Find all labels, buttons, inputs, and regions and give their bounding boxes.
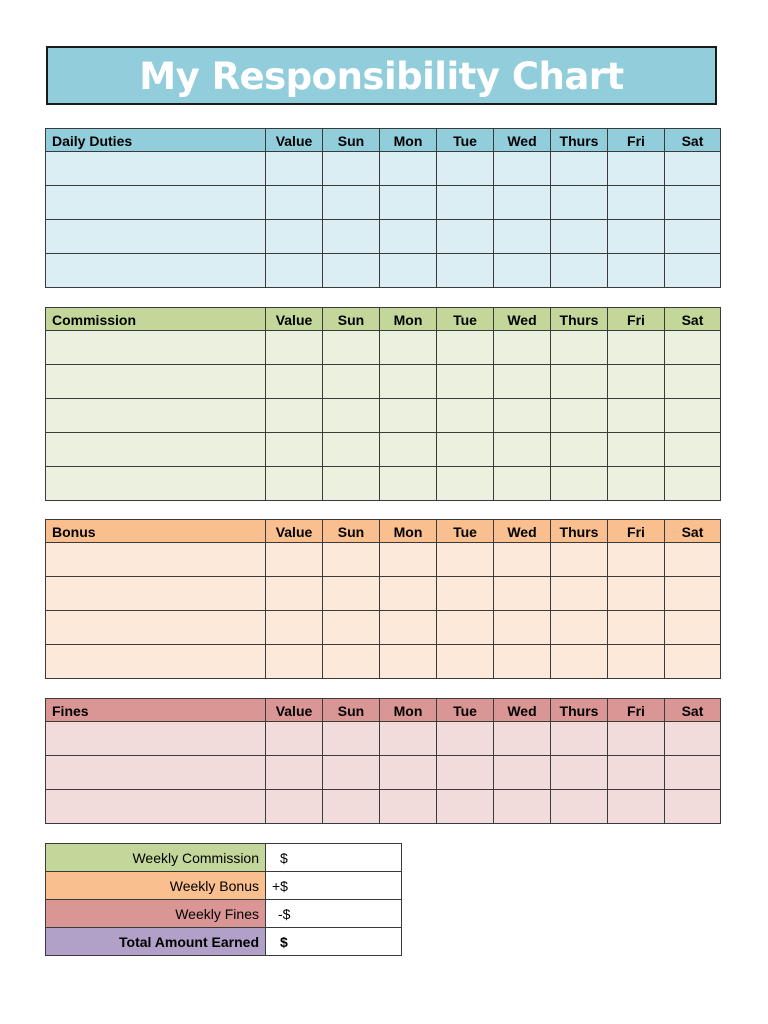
- day-cell[interactable]: [437, 722, 494, 756]
- day-cell[interactable]: [665, 467, 721, 501]
- column-header-fri: Fri: [608, 520, 665, 543]
- day-cell[interactable]: [551, 365, 608, 399]
- weekly-fines-value[interactable]: -$: [266, 900, 402, 928]
- day-cell[interactable]: [380, 433, 437, 467]
- table-row: [46, 611, 721, 645]
- value-cell[interactable]: [266, 220, 323, 254]
- task-cell[interactable]: [46, 331, 266, 365]
- day-cell[interactable]: [665, 433, 721, 467]
- column-header-sun: Sun: [323, 520, 380, 543]
- bonus-header-row: [46, 520, 721, 543]
- day-cell[interactable]: [380, 645, 437, 679]
- day-cell[interactable]: [437, 433, 494, 467]
- table-row: [46, 399, 721, 433]
- day-cell[interactable]: [551, 186, 608, 220]
- day-cell[interactable]: [380, 254, 437, 288]
- day-cell[interactable]: [551, 331, 608, 365]
- day-cell[interactable]: [551, 399, 608, 433]
- value-cell[interactable]: [266, 467, 323, 501]
- task-cell[interactable]: [46, 220, 266, 254]
- column-header-sun: Sun: [323, 308, 380, 331]
- table-row: [46, 433, 721, 467]
- day-cell[interactable]: [494, 577, 551, 611]
- day-cell[interactable]: [494, 254, 551, 288]
- column-header-mon: Mon: [380, 129, 437, 152]
- table-row: [46, 254, 721, 288]
- day-cell[interactable]: [494, 645, 551, 679]
- task-cell[interactable]: [46, 645, 266, 679]
- fines-header-row: [46, 699, 721, 722]
- column-header-thurs: Thurs: [551, 308, 608, 331]
- task-cell[interactable]: [46, 543, 266, 577]
- table-row: [46, 645, 721, 679]
- daily-header-row: [46, 129, 721, 152]
- column-header-fri: Fri: [608, 308, 665, 331]
- table-row: [46, 331, 721, 365]
- value-cell[interactable]: [266, 722, 323, 756]
- task-cell[interactable]: [46, 433, 266, 467]
- value-cell[interactable]: [266, 152, 323, 186]
- day-cell[interactable]: [494, 186, 551, 220]
- day-cell[interactable]: [608, 254, 665, 288]
- day-cell[interactable]: [665, 254, 721, 288]
- day-cell[interactable]: [551, 756, 608, 790]
- day-cell[interactable]: [608, 467, 665, 501]
- day-cell[interactable]: [551, 433, 608, 467]
- column-header-mon: Mon: [380, 308, 437, 331]
- day-cell[interactable]: [323, 756, 380, 790]
- day-cell[interactable]: [551, 790, 608, 824]
- task-cell[interactable]: [46, 722, 266, 756]
- day-cell[interactable]: [380, 543, 437, 577]
- column-header-mon: Mon: [380, 699, 437, 722]
- day-cell[interactable]: [608, 399, 665, 433]
- column-header-sat: Sat: [665, 129, 721, 152]
- day-cell[interactable]: [665, 331, 721, 365]
- day-cell[interactable]: [608, 790, 665, 824]
- task-cell[interactable]: [46, 186, 266, 220]
- column-header-sun: Sun: [323, 129, 380, 152]
- day-cell[interactable]: [323, 433, 380, 467]
- table-row: [46, 722, 721, 756]
- summary-row-bonus: [46, 872, 402, 900]
- day-cell[interactable]: [665, 790, 721, 824]
- day-cell[interactable]: [323, 254, 380, 288]
- weekly-summary-table: [45, 843, 402, 956]
- column-header-wed: Wed: [494, 308, 551, 331]
- day-cell[interactable]: [608, 433, 665, 467]
- column-header-thurs: Thurs: [551, 129, 608, 152]
- day-cell[interactable]: [437, 756, 494, 790]
- day-cell[interactable]: [380, 331, 437, 365]
- column-header-tue: Tue: [437, 520, 494, 543]
- value-cell[interactable]: [266, 577, 323, 611]
- day-cell[interactable]: [494, 790, 551, 824]
- day-cell[interactable]: [323, 186, 380, 220]
- column-header-tue: Tue: [437, 699, 494, 722]
- day-cell[interactable]: [665, 152, 721, 186]
- day-cell[interactable]: [551, 220, 608, 254]
- day-cell[interactable]: [494, 433, 551, 467]
- table-row: [46, 756, 721, 790]
- weekly-commission-label: Weekly Commission: [46, 844, 266, 872]
- day-cell[interactable]: [665, 722, 721, 756]
- column-header-sat: Sat: [665, 308, 721, 331]
- day-cell[interactable]: [323, 220, 380, 254]
- day-cell[interactable]: [665, 756, 721, 790]
- daily-section-label: Daily Duties: [46, 129, 266, 152]
- day-cell[interactable]: [323, 399, 380, 433]
- day-cell[interactable]: [551, 543, 608, 577]
- day-cell[interactable]: [437, 399, 494, 433]
- summary-row-total: [46, 928, 402, 956]
- day-cell[interactable]: [380, 186, 437, 220]
- day-cell[interactable]: [323, 790, 380, 824]
- commission-header-row: [46, 308, 721, 331]
- value-cell[interactable]: [266, 433, 323, 467]
- day-cell[interactable]: [665, 186, 721, 220]
- day-cell[interactable]: [551, 645, 608, 679]
- day-cell[interactable]: [608, 577, 665, 611]
- day-cell[interactable]: [380, 756, 437, 790]
- day-cell[interactable]: [380, 467, 437, 501]
- fines-section-label: Fines: [46, 699, 266, 722]
- day-cell[interactable]: [380, 220, 437, 254]
- page-title: My Responsibility Chart: [139, 55, 624, 98]
- bonus-section-label: Bonus: [46, 520, 266, 543]
- value-cell[interactable]: [266, 186, 323, 220]
- column-header-thurs: Thurs: [551, 520, 608, 543]
- day-cell[interactable]: [437, 186, 494, 220]
- column-header-mon: Mon: [380, 520, 437, 543]
- day-cell[interactable]: [494, 365, 551, 399]
- day-cell[interactable]: [551, 722, 608, 756]
- day-cell[interactable]: [323, 722, 380, 756]
- weekly-commission-value[interactable]: $: [266, 844, 402, 872]
- day-cell[interactable]: [323, 645, 380, 679]
- column-header-fri: Fri: [608, 699, 665, 722]
- day-cell[interactable]: [437, 611, 494, 645]
- fines-table: [45, 698, 721, 824]
- day-cell[interactable]: [323, 331, 380, 365]
- column-header-tue: Tue: [437, 308, 494, 331]
- day-cell[interactable]: [323, 611, 380, 645]
- day-cell[interactable]: [494, 467, 551, 501]
- value-cell[interactable]: [266, 790, 323, 824]
- day-cell[interactable]: [608, 645, 665, 679]
- day-cell[interactable]: [608, 220, 665, 254]
- day-cell[interactable]: [323, 365, 380, 399]
- day-cell[interactable]: [665, 577, 721, 611]
- day-cell[interactable]: [665, 399, 721, 433]
- column-header-value: Value: [266, 520, 323, 543]
- day-cell[interactable]: [380, 399, 437, 433]
- value-cell[interactable]: [266, 365, 323, 399]
- column-header-value: Value: [266, 129, 323, 152]
- table-row: [46, 186, 721, 220]
- table-row: [46, 577, 721, 611]
- task-cell[interactable]: [46, 756, 266, 790]
- value-cell[interactable]: [266, 331, 323, 365]
- day-cell[interactable]: [437, 543, 494, 577]
- day-cell[interactable]: [437, 331, 494, 365]
- day-cell[interactable]: [665, 543, 721, 577]
- value-cell[interactable]: [266, 756, 323, 790]
- day-cell[interactable]: [380, 365, 437, 399]
- day-cell[interactable]: [551, 254, 608, 288]
- day-cell[interactable]: [323, 577, 380, 611]
- day-cell[interactable]: [551, 152, 608, 186]
- bonus-table: [45, 519, 721, 679]
- day-cell[interactable]: [437, 152, 494, 186]
- daily-table: [45, 128, 721, 288]
- task-cell[interactable]: [46, 611, 266, 645]
- day-cell[interactable]: [494, 220, 551, 254]
- task-cell[interactable]: [46, 399, 266, 433]
- table-row: [46, 543, 721, 577]
- day-cell[interactable]: [551, 611, 608, 645]
- day-cell[interactable]: [494, 611, 551, 645]
- column-header-wed: Wed: [494, 129, 551, 152]
- task-cell[interactable]: [46, 467, 266, 501]
- column-header-value: Value: [266, 308, 323, 331]
- day-cell[interactable]: [380, 152, 437, 186]
- day-cell[interactable]: [323, 152, 380, 186]
- task-cell[interactable]: [46, 152, 266, 186]
- task-cell[interactable]: [46, 790, 266, 824]
- day-cell[interactable]: [608, 722, 665, 756]
- day-cell[interactable]: [380, 722, 437, 756]
- day-cell[interactable]: [608, 365, 665, 399]
- day-cell[interactable]: [665, 611, 721, 645]
- table-row: [46, 790, 721, 824]
- day-cell[interactable]: [665, 645, 721, 679]
- day-cell[interactable]: [323, 543, 380, 577]
- summary-row-commission: [46, 844, 402, 872]
- day-cell[interactable]: [494, 399, 551, 433]
- column-header-sat: Sat: [665, 699, 721, 722]
- day-cell[interactable]: [494, 722, 551, 756]
- column-header-value: Value: [266, 699, 323, 722]
- task-cell[interactable]: [46, 577, 266, 611]
- weekly-fines-label: Weekly Fines: [46, 900, 266, 928]
- day-cell[interactable]: [437, 220, 494, 254]
- day-cell[interactable]: [437, 365, 494, 399]
- commission-section-label: Commission: [46, 308, 266, 331]
- day-cell[interactable]: [551, 577, 608, 611]
- day-cell[interactable]: [665, 365, 721, 399]
- day-cell[interactable]: [380, 577, 437, 611]
- weekly-bonus-label: Weekly Bonus: [46, 872, 266, 900]
- day-cell[interactable]: [665, 220, 721, 254]
- column-header-thurs: Thurs: [551, 699, 608, 722]
- day-cell[interactable]: [551, 467, 608, 501]
- value-cell[interactable]: [266, 399, 323, 433]
- table-row: [46, 365, 721, 399]
- day-cell[interactable]: [494, 331, 551, 365]
- day-cell[interactable]: [380, 611, 437, 645]
- day-cell[interactable]: [380, 790, 437, 824]
- day-cell[interactable]: [437, 254, 494, 288]
- day-cell[interactable]: [494, 152, 551, 186]
- weekly-bonus-value[interactable]: +$: [266, 872, 402, 900]
- column-header-wed: Wed: [494, 520, 551, 543]
- day-cell[interactable]: [323, 467, 380, 501]
- day-cell[interactable]: [608, 756, 665, 790]
- column-header-wed: Wed: [494, 699, 551, 722]
- value-cell[interactable]: [266, 543, 323, 577]
- summary-row-fines: [46, 900, 402, 928]
- day-cell[interactable]: [437, 790, 494, 824]
- table-row: [46, 152, 721, 186]
- day-cell[interactable]: [608, 186, 665, 220]
- total-amount-label: Total Amount Earned: [46, 928, 266, 956]
- value-cell[interactable]: [266, 254, 323, 288]
- day-cell[interactable]: [608, 331, 665, 365]
- task-cell[interactable]: [46, 254, 266, 288]
- table-row: [46, 467, 721, 501]
- day-cell[interactable]: [437, 467, 494, 501]
- day-cell[interactable]: [437, 577, 494, 611]
- day-cell[interactable]: [608, 611, 665, 645]
- day-cell[interactable]: [494, 756, 551, 790]
- table-row: [46, 220, 721, 254]
- column-header-sat: Sat: [665, 520, 721, 543]
- commission-table: [45, 307, 721, 501]
- column-header-sun: Sun: [323, 699, 380, 722]
- task-cell[interactable]: [46, 365, 266, 399]
- column-header-fri: Fri: [608, 129, 665, 152]
- day-cell[interactable]: [437, 645, 494, 679]
- value-cell[interactable]: [266, 611, 323, 645]
- day-cell[interactable]: [608, 543, 665, 577]
- column-header-tue: Tue: [437, 129, 494, 152]
- day-cell[interactable]: [494, 543, 551, 577]
- total-amount-value[interactable]: $: [266, 928, 402, 956]
- value-cell[interactable]: [266, 645, 323, 679]
- day-cell[interactable]: [608, 152, 665, 186]
- title-banner: [46, 46, 717, 105]
